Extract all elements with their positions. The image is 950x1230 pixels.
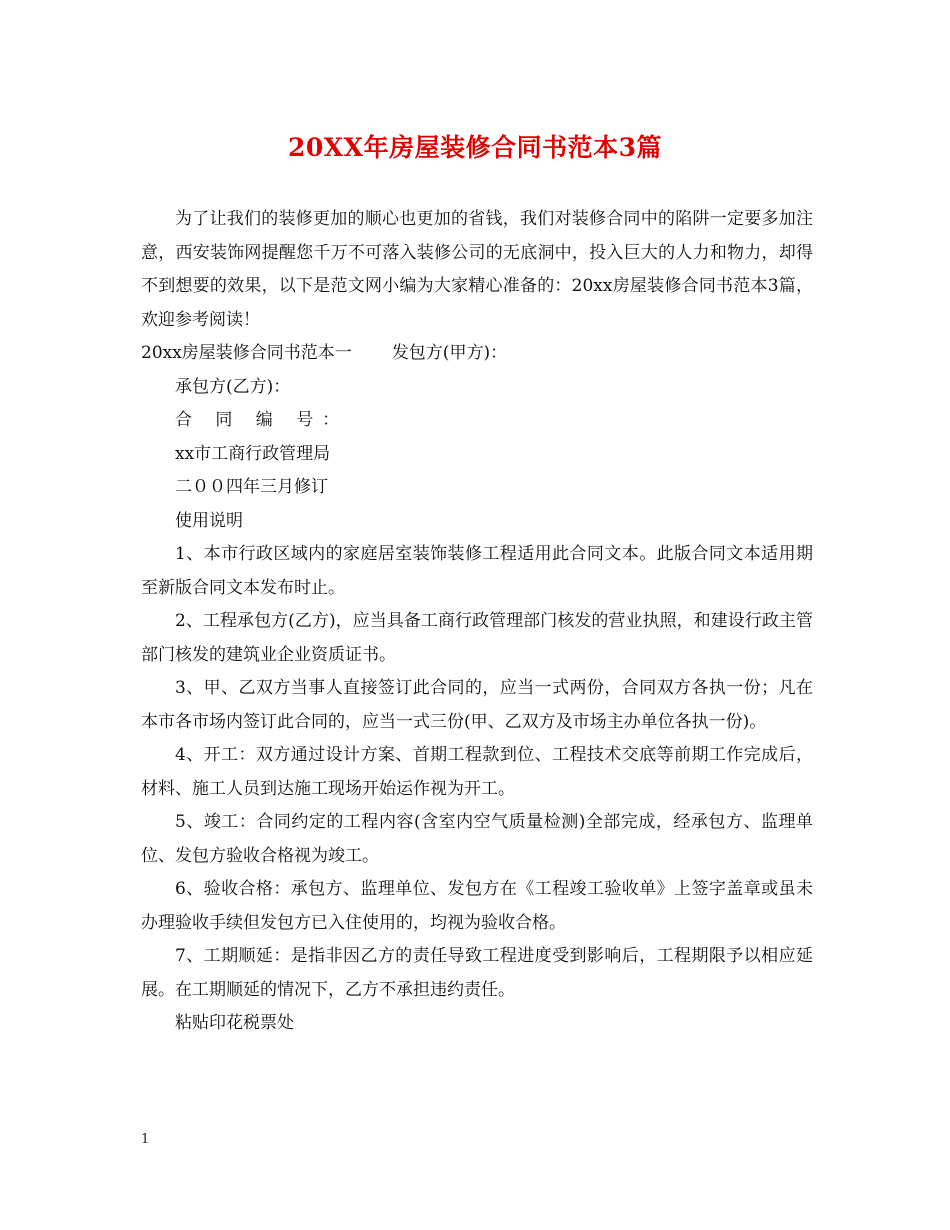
usage-item-2: 2、工程承包方(乙方)，应当具备工商行政管理部门核发的营业执照，和建设行政主管部门核发的建筑业企业资质证书。	[141, 611, 813, 665]
document-body	[141, 203, 813, 1041]
usage-item-4: 4、开工：双方通过设计方案、首期工程款到位、工程技术交底等前期工作完成后，材料、施工人员到达施工现场开始运作视为开工。	[141, 745, 813, 799]
stamp-note: 粘贴印花税票处	[175, 1013, 294, 1033]
intro-paragraph: 为了让我们的装修更加的顺心也更加的省钱，我们对装修合同中的陷阱一定要多加注意，西安装饰网提醒您千万不可落入装修公司的无底洞中，投入巨大的人力和物力，却得不到想要的效果，以下是范文网小编为大家精心准备的：20xx房屋装修合同书范本3篇，欢迎参考阅读！	[141, 209, 813, 330]
page-title: 20XX年房屋装修合同书范本3篇	[288, 133, 662, 162]
usage-item-1: 1、本市行政区域内的家庭居室装饰装修工程适用此合同文本。此版合同文本适用期至新版合同文本发布时止。	[141, 544, 813, 598]
section-heading: 20xx房屋装修合同书范本一	[141, 343, 352, 363]
party-b-label: 承包方(乙方)：	[175, 376, 291, 397]
bureau-name: xx市工商行政管理局	[175, 443, 331, 464]
usage-item-7: 7、工期顺延：是指非因乙方的责任导致工程进度受到影响后，工程期限予以相应延展。在工期顺延的情况下，乙方不承担违约责任。	[141, 946, 813, 1000]
revision-date: 二００四年三月修订	[175, 477, 328, 497]
section-heading-line	[141, 337, 813, 371]
usage-heading: 使用说明	[175, 510, 243, 531]
party-a-label: 发包方(甲方)：	[391, 343, 508, 363]
contract-number-label: 合 同 编 号：	[175, 410, 349, 430]
usage-item-5: 5、竣工：合同约定的工程内容(含室内空气质量检测)全部完成，经承包方、监理单位、发包方验收合格视为竣工。	[141, 812, 813, 866]
usage-item-3: 3、甲、乙双方当事人直接签订此合同的，应当一式两份，合同双方各执一份；凡在本市各市场内签订此合同的，应当一式三份(甲、乙双方及市场主办单位各执一份)。	[141, 678, 813, 732]
page-number: 1	[141, 1132, 150, 1147]
usage-item-6: 6、验收合格：承包方、监理单位、发包方在《工程竣工验收单》上签字盖章或虽未办理验收手续但发包方已入住使用的，均视为验收合格。	[141, 879, 813, 933]
